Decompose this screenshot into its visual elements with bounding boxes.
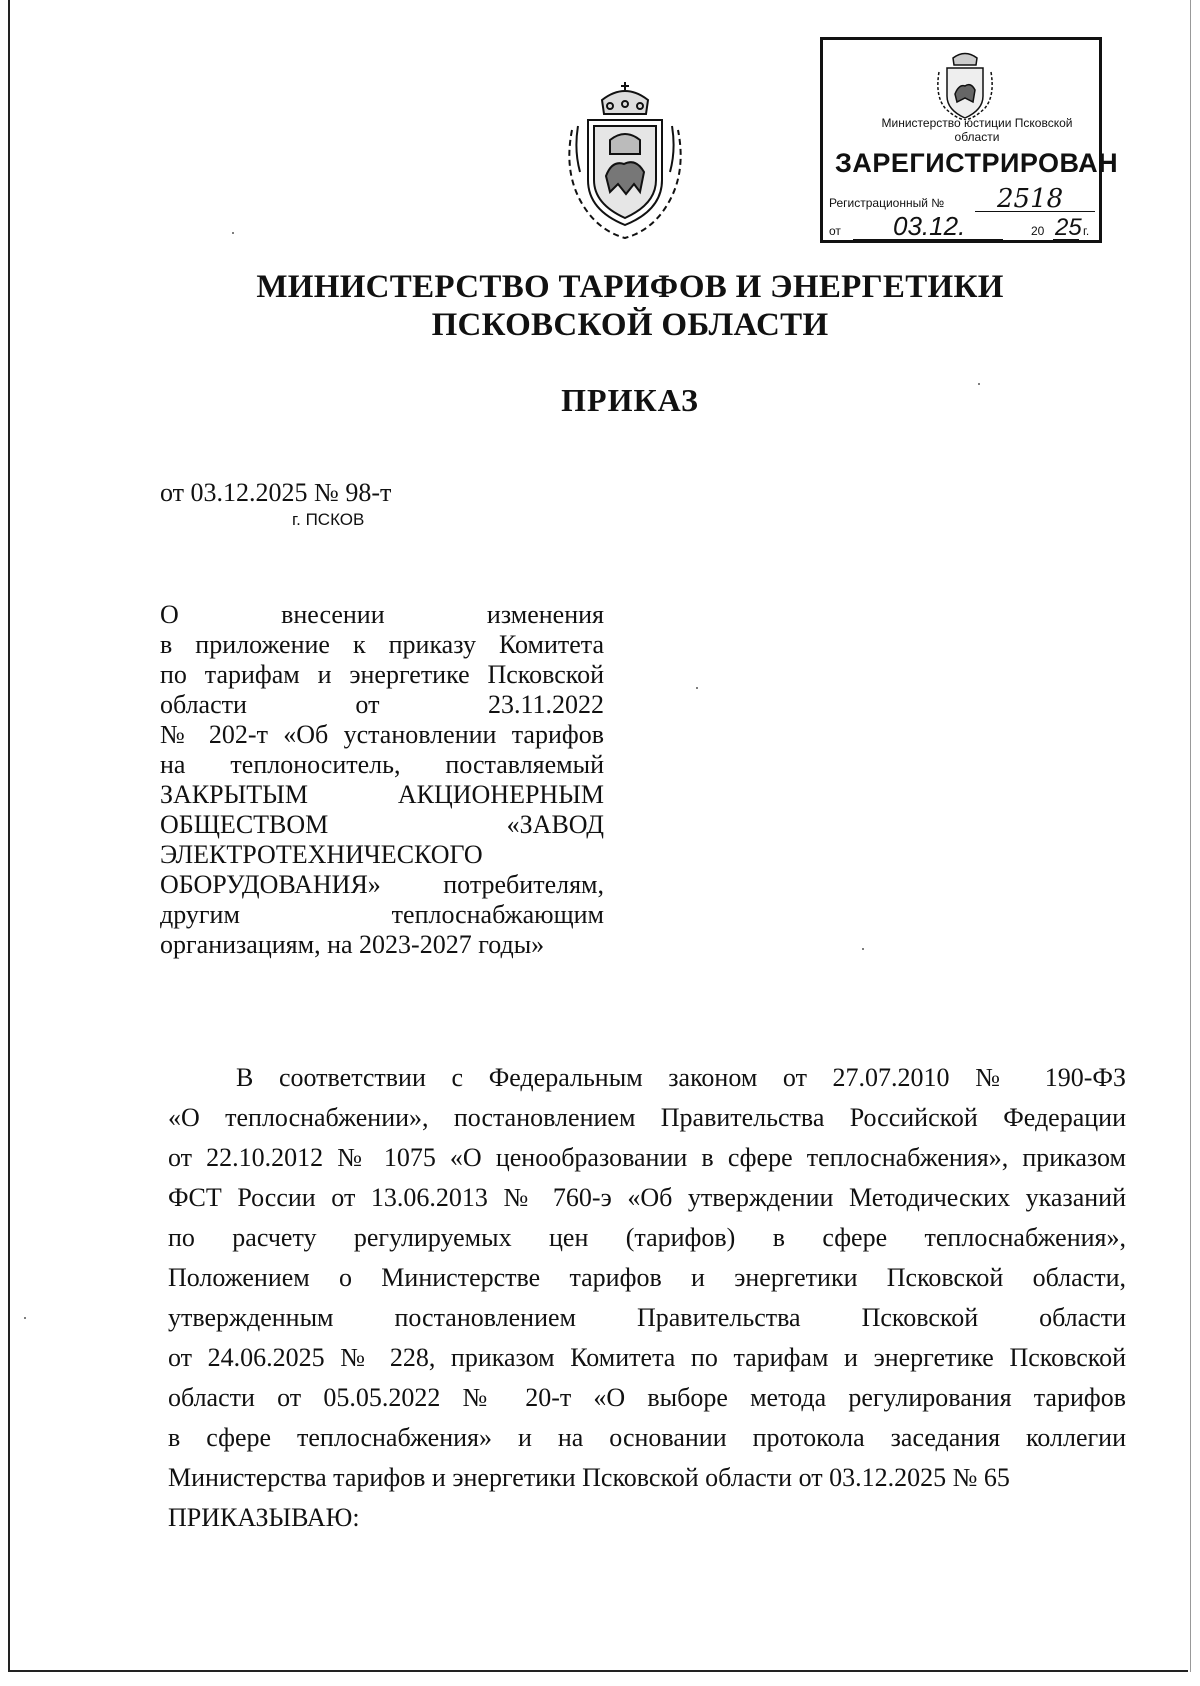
stamp-year-suffix: г.	[1083, 224, 1090, 238]
order-city: г. ПСКОВ	[292, 510, 365, 529]
subject-line: О внесении изменения	[160, 600, 604, 629]
preamble-line: В соответствии с Федеральным законом от 27.07.2010 № 190-ФЗ	[236, 1063, 1126, 1092]
page-edge-right	[1190, 0, 1191, 1672]
subject-line: ЗАКРЫТЫМ АКЦИОНЕРНЫМ	[160, 780, 604, 809]
page-edge-bottom	[8, 1670, 1188, 1672]
preamble-line: ФСТ России от 13.06.2013 № 760-э «Об утверждении Методических указаний	[168, 1183, 1126, 1212]
stamp-year-value: 25	[1055, 214, 1082, 241]
stamp-ministry-name: Министерство юстиции Псковской области	[881, 116, 1073, 144]
subject-line: организациям, на 2023-2027 годы»	[160, 930, 545, 959]
stamp-date-value: 03.12.	[893, 211, 966, 241]
preamble-line: по расчету регулируемых цен (тарифов) в сфере теплоснабжения»,	[168, 1223, 1126, 1252]
ministry-title	[160, 268, 1100, 344]
scan-speck	[696, 687, 698, 689]
scan-speck	[862, 948, 864, 950]
order-subject	[160, 600, 604, 960]
subject-line: № 202-т «Об установлении тарифов	[160, 720, 604, 749]
preamble-line: Положением о Министерстве тарифов и энергетики Псковской области,	[168, 1263, 1126, 1292]
order-number: от 03.12.2025 № 98-т	[160, 478, 392, 507]
stamp-reg-label: Регистрационный №	[829, 196, 945, 210]
page-edge-left	[8, 0, 10, 1672]
subject-line: в приложение к приказу Комитета	[160, 630, 604, 659]
subject-line: другим теплоснабжающим	[160, 900, 604, 929]
preamble-line: ПРИКАЗЫВАЮ:	[168, 1503, 360, 1532]
preamble-line: «О теплоснабжении», постановлением Правительства Российской Федерации	[168, 1103, 1126, 1132]
document-type: ПРИКАЗ	[561, 382, 699, 418]
subject-line: области от 23.11.2022	[160, 690, 604, 719]
scan-speck	[978, 383, 980, 385]
registration-stamp	[820, 37, 1119, 243]
preamble-line: Министерства тарифов и энергетики Псковской области от 03.12.2025 № 65	[168, 1463, 1010, 1492]
scan-speck	[24, 1317, 26, 1319]
coat-of-arms-icon	[560, 80, 690, 240]
stamp-status: ЗАРЕГИСТРИРОВАН	[835, 148, 1119, 178]
preamble-line: утвержденным постановлением Правительства Псковской области	[168, 1303, 1126, 1332]
preamble-line: в сфере теплоснабжения» и на основании протокола заседания коллегии	[168, 1423, 1126, 1452]
scan-speck	[232, 232, 234, 234]
preamble-line: от 24.06.2025 № 228, приказом Комитета по тарифам и энергетике Псковской	[168, 1343, 1126, 1372]
stamp-year-prefix: 20	[1031, 224, 1045, 238]
preamble-line: области от 05.05.2022 № 20-т «О выборе метода регулирования тарифов	[168, 1383, 1126, 1412]
stamp-reg-number: 2518	[997, 184, 1064, 214]
stamp-date-label: от	[829, 224, 841, 238]
ministry-title-line-2: ПСКОВСКОЙ ОБЛАСТИ	[431, 307, 829, 343]
subject-line: ОБЩЕСТВОМ «ЗАВОД	[160, 810, 604, 839]
stamp-coat-of-arms-icon	[933, 48, 997, 120]
subject-line: ЭЛЕКТРОТЕХНИЧЕСКОГО	[160, 840, 483, 869]
ministry-title-line-1: МИНИСТЕРСТВО ТАРИФОВ И ЭНЕРГЕТИКИ	[256, 269, 1004, 305]
subject-line: ОБОРУДОВАНИЯ» потребителям,	[160, 870, 604, 899]
subject-line: на теплоноситель, поставляемый	[160, 750, 604, 779]
order-preamble	[168, 1058, 1126, 1538]
preamble-line: от 22.10.2012 № 1075 «О ценообразовании в сфере теплоснабжения», приказом	[168, 1143, 1126, 1172]
subject-line: по тарифам и энергетике Псковской	[160, 660, 604, 689]
stamp-date-row	[829, 211, 1099, 242]
